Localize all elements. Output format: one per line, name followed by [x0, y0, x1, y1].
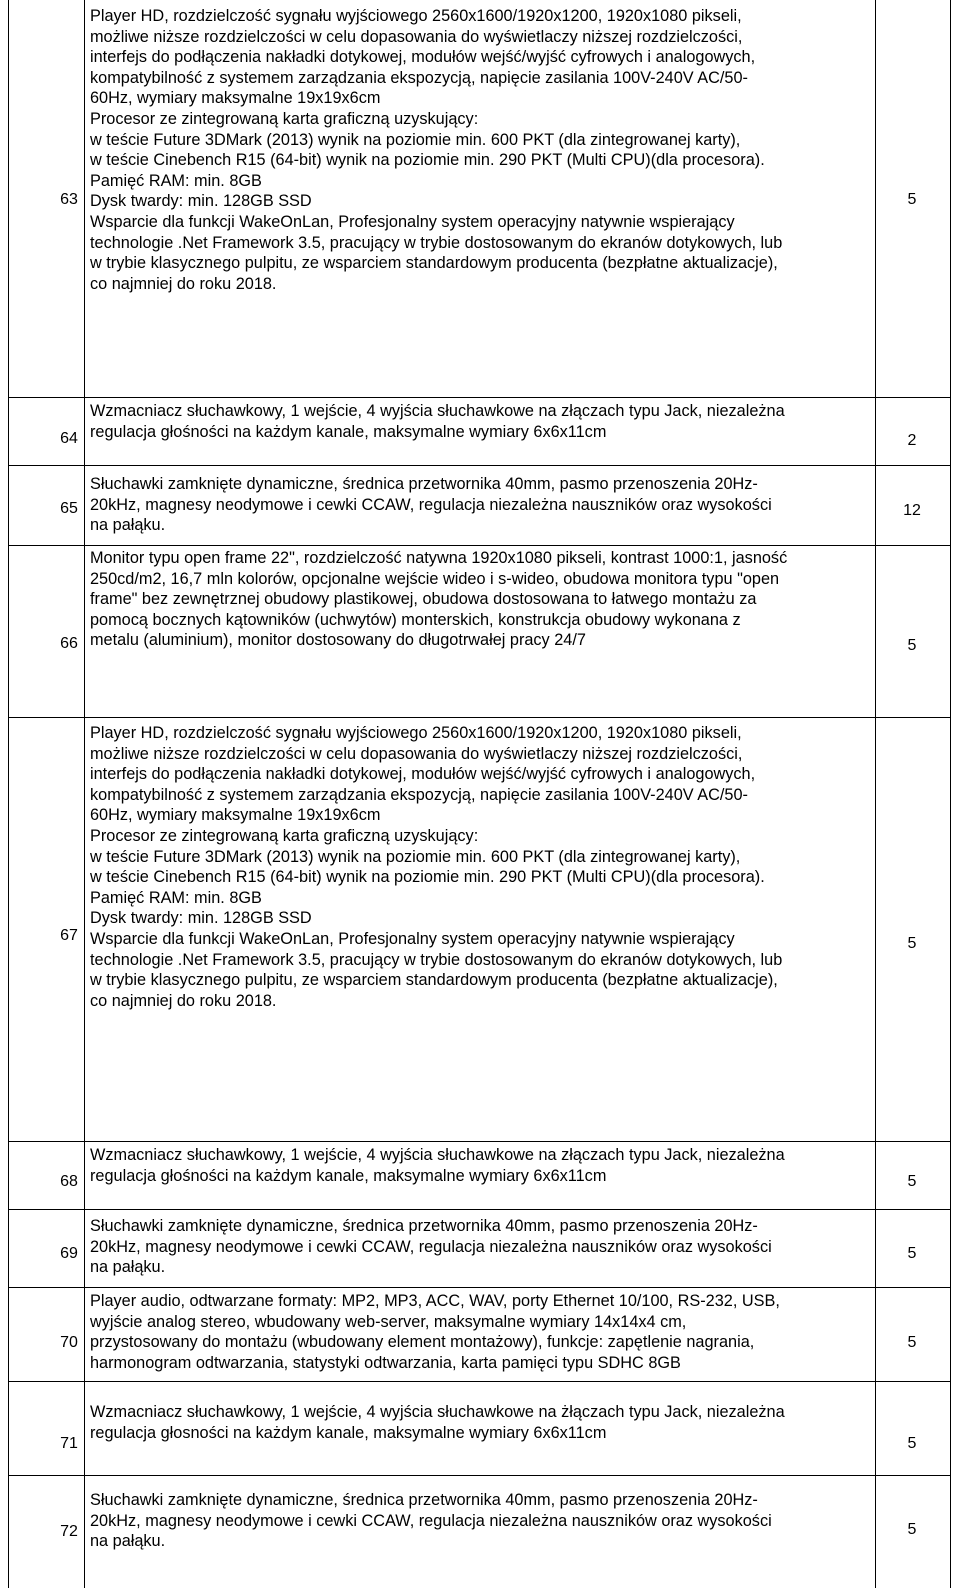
item-description: Słuchawki zamknięte dynamiczne, średnica przetwornika 40mm, pasmo przenoszenia 20Hz- 20kHz, magnesy neodymowe i cewki CCAW, regulacja niezależna nauszników oraz wysokości na pałąku.	[90, 475, 772, 535]
item-quantity: 5	[907, 637, 917, 654]
table-row	[0, 1142, 960, 1210]
row-number: 65	[60, 500, 78, 517]
item-description: Wzmacniacz słuchawkowy, 1 wejście, 4 wyjścia słuchawkowe na złączach typu Jack, niezależna regulacja głośności na każdym kanale, maksymalne wymiary 6x6x11cm	[90, 1146, 785, 1185]
table-row	[0, 1210, 960, 1288]
item-description: Wzmacniacz słuchawkowy, 1 wejście, 4 wyjścia słuchawkowe na złączach typu Jack, niezależna regulacja głośności na każdym kanale, maksymalne wymiary 6x6x11cm	[90, 402, 785, 441]
table-row	[0, 1288, 960, 1382]
table-row	[0, 466, 960, 546]
item-description: Słuchawki zamknięte dynamiczne, średnica przetwornika 40mm, pasmo przenoszenia 20Hz- 20kHz, magnesy neodymowe i cewki CCAW, regulacja niezależna nauszników oraz wysokości na pałąku.	[90, 1217, 772, 1277]
item-quantity: 5	[907, 1173, 917, 1190]
item-description: Player audio, odtwarzane formaty: MP2, MP3, ACC, WAV, porty Ethernet 10/100, RS-232, USB, wyjście analog stereo, wbudowany web-server, maksymalne wymiary 14x14x4 cm, przystosowany do montażu (wbudowany element montażowy), funkcje: zapętlenie nagrania, harmonogram odtwarzania, statystyki odtwarzania, karta pamięci typu SDHC 8GB	[90, 1292, 780, 1372]
row-number: 64	[60, 430, 78, 447]
table-row	[0, 718, 960, 1142]
item-quantity: 5	[907, 191, 917, 208]
row-number: 63	[60, 191, 78, 208]
item-description: Monitor typu open frame 22", rozdzielczość natywna 1920x1080 pikseli, kontrast 1000:1, jasność 250cd/m2, 16,7 mln kolorów, opcjonalne wejście wideo i s-wideo, obudowa monitora typu "open frame" bez zewnętrznej obudowy plastikowej, obudowa dostosowana to łatwego montażu za pomocą bocznych kątowników (uchwytów) monterskich, konstrukcja obudowy wykonana z metalu (aluminium), monitor dostosowany do długotrwałej pracy 24/7	[90, 549, 788, 650]
table-row	[0, 1382, 960, 1476]
row-number: 72	[60, 1523, 78, 1540]
item-description: Player HD, rozdzielczość sygnału wyjściowego 2560x1600/1920x1200, 1920x1080 pikseli, możliwe niższe rozdzielczości w celu dopasowania do wyświetlaczy niższej rozdzielczości, interfejs do podłączenia nakładki dotykowej, modułów wejść/wyjść cyfrowych i analogowych, kompatybilność z systemem zarządzania ekspozycją, napięcie zasilania 100V-240V AC/50- 60Hz, wymiary maksymalne 19x19x6cm Procesor ze zintegrowaną karta graficzną uzyskujący: w teście Future 3DMark (2013) wynik na poziomie min. 600 PKT (dla zintegrowanej karty), w teście Cinebench R15 (64-bit) wynik na poziomie min. 290 PKT (Multi CPU)(dla procesora). Pamięć RAM: min. 8GB Dysk twardy: min. 128GB SSD Wsparcie dla funkcji WakeOnLan, Profesjonalny system operacyjny natywnie wspierający technologie .Net Framework 3.5, pracujący w trybie dostosowanym do ekranów dotykowych, lub w trybie klasycznego pulpitu, ze wsparciem standardowym producenta (bezpłatne aktualizacje), co najmniej do roku 2018.	[90, 7, 783, 293]
item-description: Słuchawki zamknięte dynamiczne, średnica przetwornika 40mm, pasmo przenoszenia 20Hz- 20kHz, magnesy neodymowe i cewki CCAW, regulacja niezależna nauszników oraz wysokości na pałąku.	[90, 1491, 772, 1551]
item-quantity: 5	[907, 1521, 917, 1538]
item-quantity: 5	[907, 1334, 917, 1351]
table-row	[0, 398, 960, 466]
table-row	[0, 1476, 960, 1588]
row-number: 67	[60, 927, 78, 944]
item-quantity: 5	[907, 935, 917, 952]
row-number: 71	[60, 1435, 78, 1452]
row-number: 66	[60, 635, 78, 652]
item-description: Player HD, rozdzielczość sygnału wyjściowego 2560x1600/1920x1200, 1920x1080 pikseli, możliwe niższe rozdzielczości w celu dopasowania do wyświetlaczy niższej rozdzielczości, interfejs do podłączenia nakładki dotykowej, modułów wejść/wyjść cyfrowych i analogowych, kompatybilność z systemem zarządzania ekspozycją, napięcie zasilania 100V-240V AC/50- 60Hz, wymiary maksymalne 19x19x6cm Procesor ze zintegrowaną karta graficzną uzyskujący: w teście Future 3DMark (2013) wynik na poziomie min. 600 PKT (dla zintegrowanej karty), w teście Cinebench R15 (64-bit) wynik na poziomie min. 290 PKT (Multi CPU)(dla procesora). Pamięć RAM: min. 8GB Dysk twardy: min. 128GB SSD Wsparcie dla funkcji WakeOnLan, Profesjonalny system operacyjny natywnie wspierający technologie .Net Framework 3.5, pracujący w trybie dostosowanym do ekranów dotykowych, lub w trybie klasycznego pulpitu, ze wsparciem standardowym producenta (bezpłatne aktualizacje), co najmniej do roku 2018.	[90, 724, 783, 1010]
item-quantity: 5	[907, 1435, 917, 1452]
item-description: Wzmacniacz słuchawkowy, 1 wejście, 4 wyjścia słuchawkowe na żłączach typu Jack, niezależna regulacja głosności na każdym kanale, maksymalne wymiary 6x6x11cm	[90, 1403, 785, 1442]
table-row	[0, 0, 960, 398]
item-quantity: 5	[907, 1245, 917, 1262]
row-number: 69	[60, 1245, 78, 1262]
row-number: 70	[60, 1334, 78, 1351]
item-quantity: 2	[907, 432, 917, 449]
row-number: 68	[60, 1173, 78, 1190]
table-row	[0, 546, 960, 718]
item-quantity: 12	[903, 502, 921, 519]
